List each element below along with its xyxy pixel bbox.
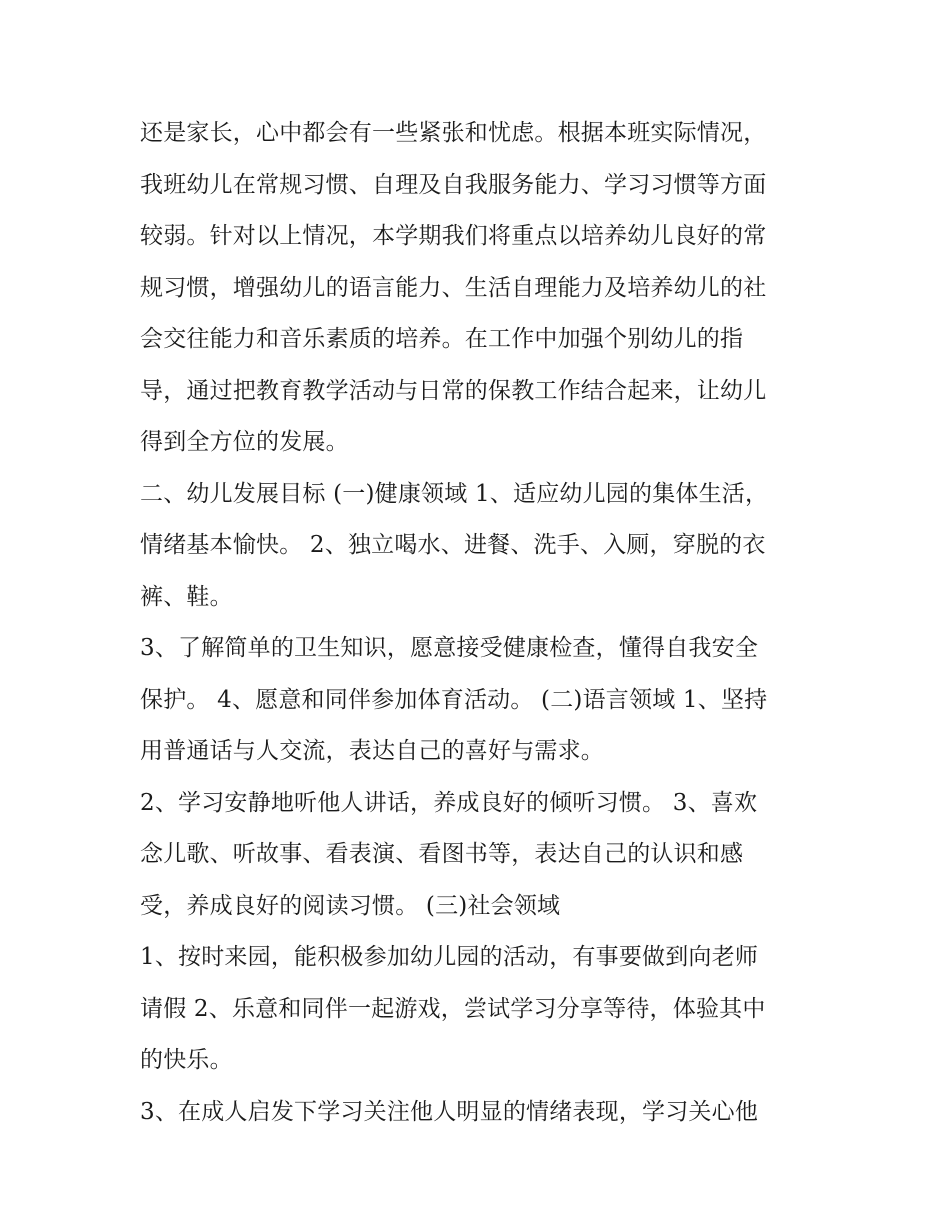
- text-line-1: 还是家长，心中都会有一些紧张和忧虑。根据本班实际情况，: [140, 120, 767, 146]
- text-line-11: 3、了解简单的卫生知识，愿意接受健康检查，懂得自我安全: [140, 635, 759, 661]
- text-line-6: 导，通过把教育教学活动与日常的保教工作结合起来，让幼儿: [140, 377, 767, 404]
- text-line-12: 保护。 4、愿意和同伴参加体育活动。 (二)语言领域 1、坚持: [140, 686, 768, 713]
- section-heading-line: 二、幼儿发展目标 (一)健康领域 1、适应幼儿园的集体生活，: [140, 480, 769, 507]
- text-line-2: 我班幼儿在常规习惯、自理及自我服务能力、学习习惯等方面: [140, 171, 767, 198]
- text-line-7: 得到全方位的发展。: [140, 429, 349, 455]
- text-line-10: 裤、鞋。: [140, 583, 233, 610]
- text-line-19: 的快乐。: [140, 1047, 233, 1073]
- text-line-17: 1、按时来园，能积极参加幼儿园的活动，有事要做到向老师: [140, 944, 759, 970]
- text-line-3: 较弱。针对以上情况，本学期我们将重点以培养幼儿良好的常: [140, 223, 767, 249]
- text-line-18: 请假 2、乐意和同伴一起游戏，尝试学习分享等待，体验其中: [140, 995, 766, 1022]
- text-line-13: 用普通话与人交流，表达自己的喜好与需求。: [140, 738, 604, 764]
- document-body: [140, 108, 820, 1138]
- text-line-20: 3、在成人启发下学习关注他人明显的情绪表现，学习关心他: [140, 1098, 759, 1125]
- text-line-16: 受，养成良好的阅读习惯。 (三)社会领域: [140, 892, 561, 919]
- text-line-15: 念儿歌、听故事、看表演、看图书等，表达自己的认识和感: [140, 841, 744, 867]
- text-line-14: 2、学习安静地听他人讲话，养成良好的倾听习惯。 3、喜欢: [140, 789, 758, 816]
- text-line-4: 规习惯，增强幼儿的语言能力、生活自理能力及培养幼儿的社: [140, 274, 767, 301]
- text-line-5: 会交往能力和音乐素质的培养。在工作中加强个别幼儿的指: [140, 326, 744, 352]
- text-line-9: 情绪基本愉快。 2、独立喝水、进餐、洗手、入厕，穿脱的衣: [140, 532, 766, 558]
